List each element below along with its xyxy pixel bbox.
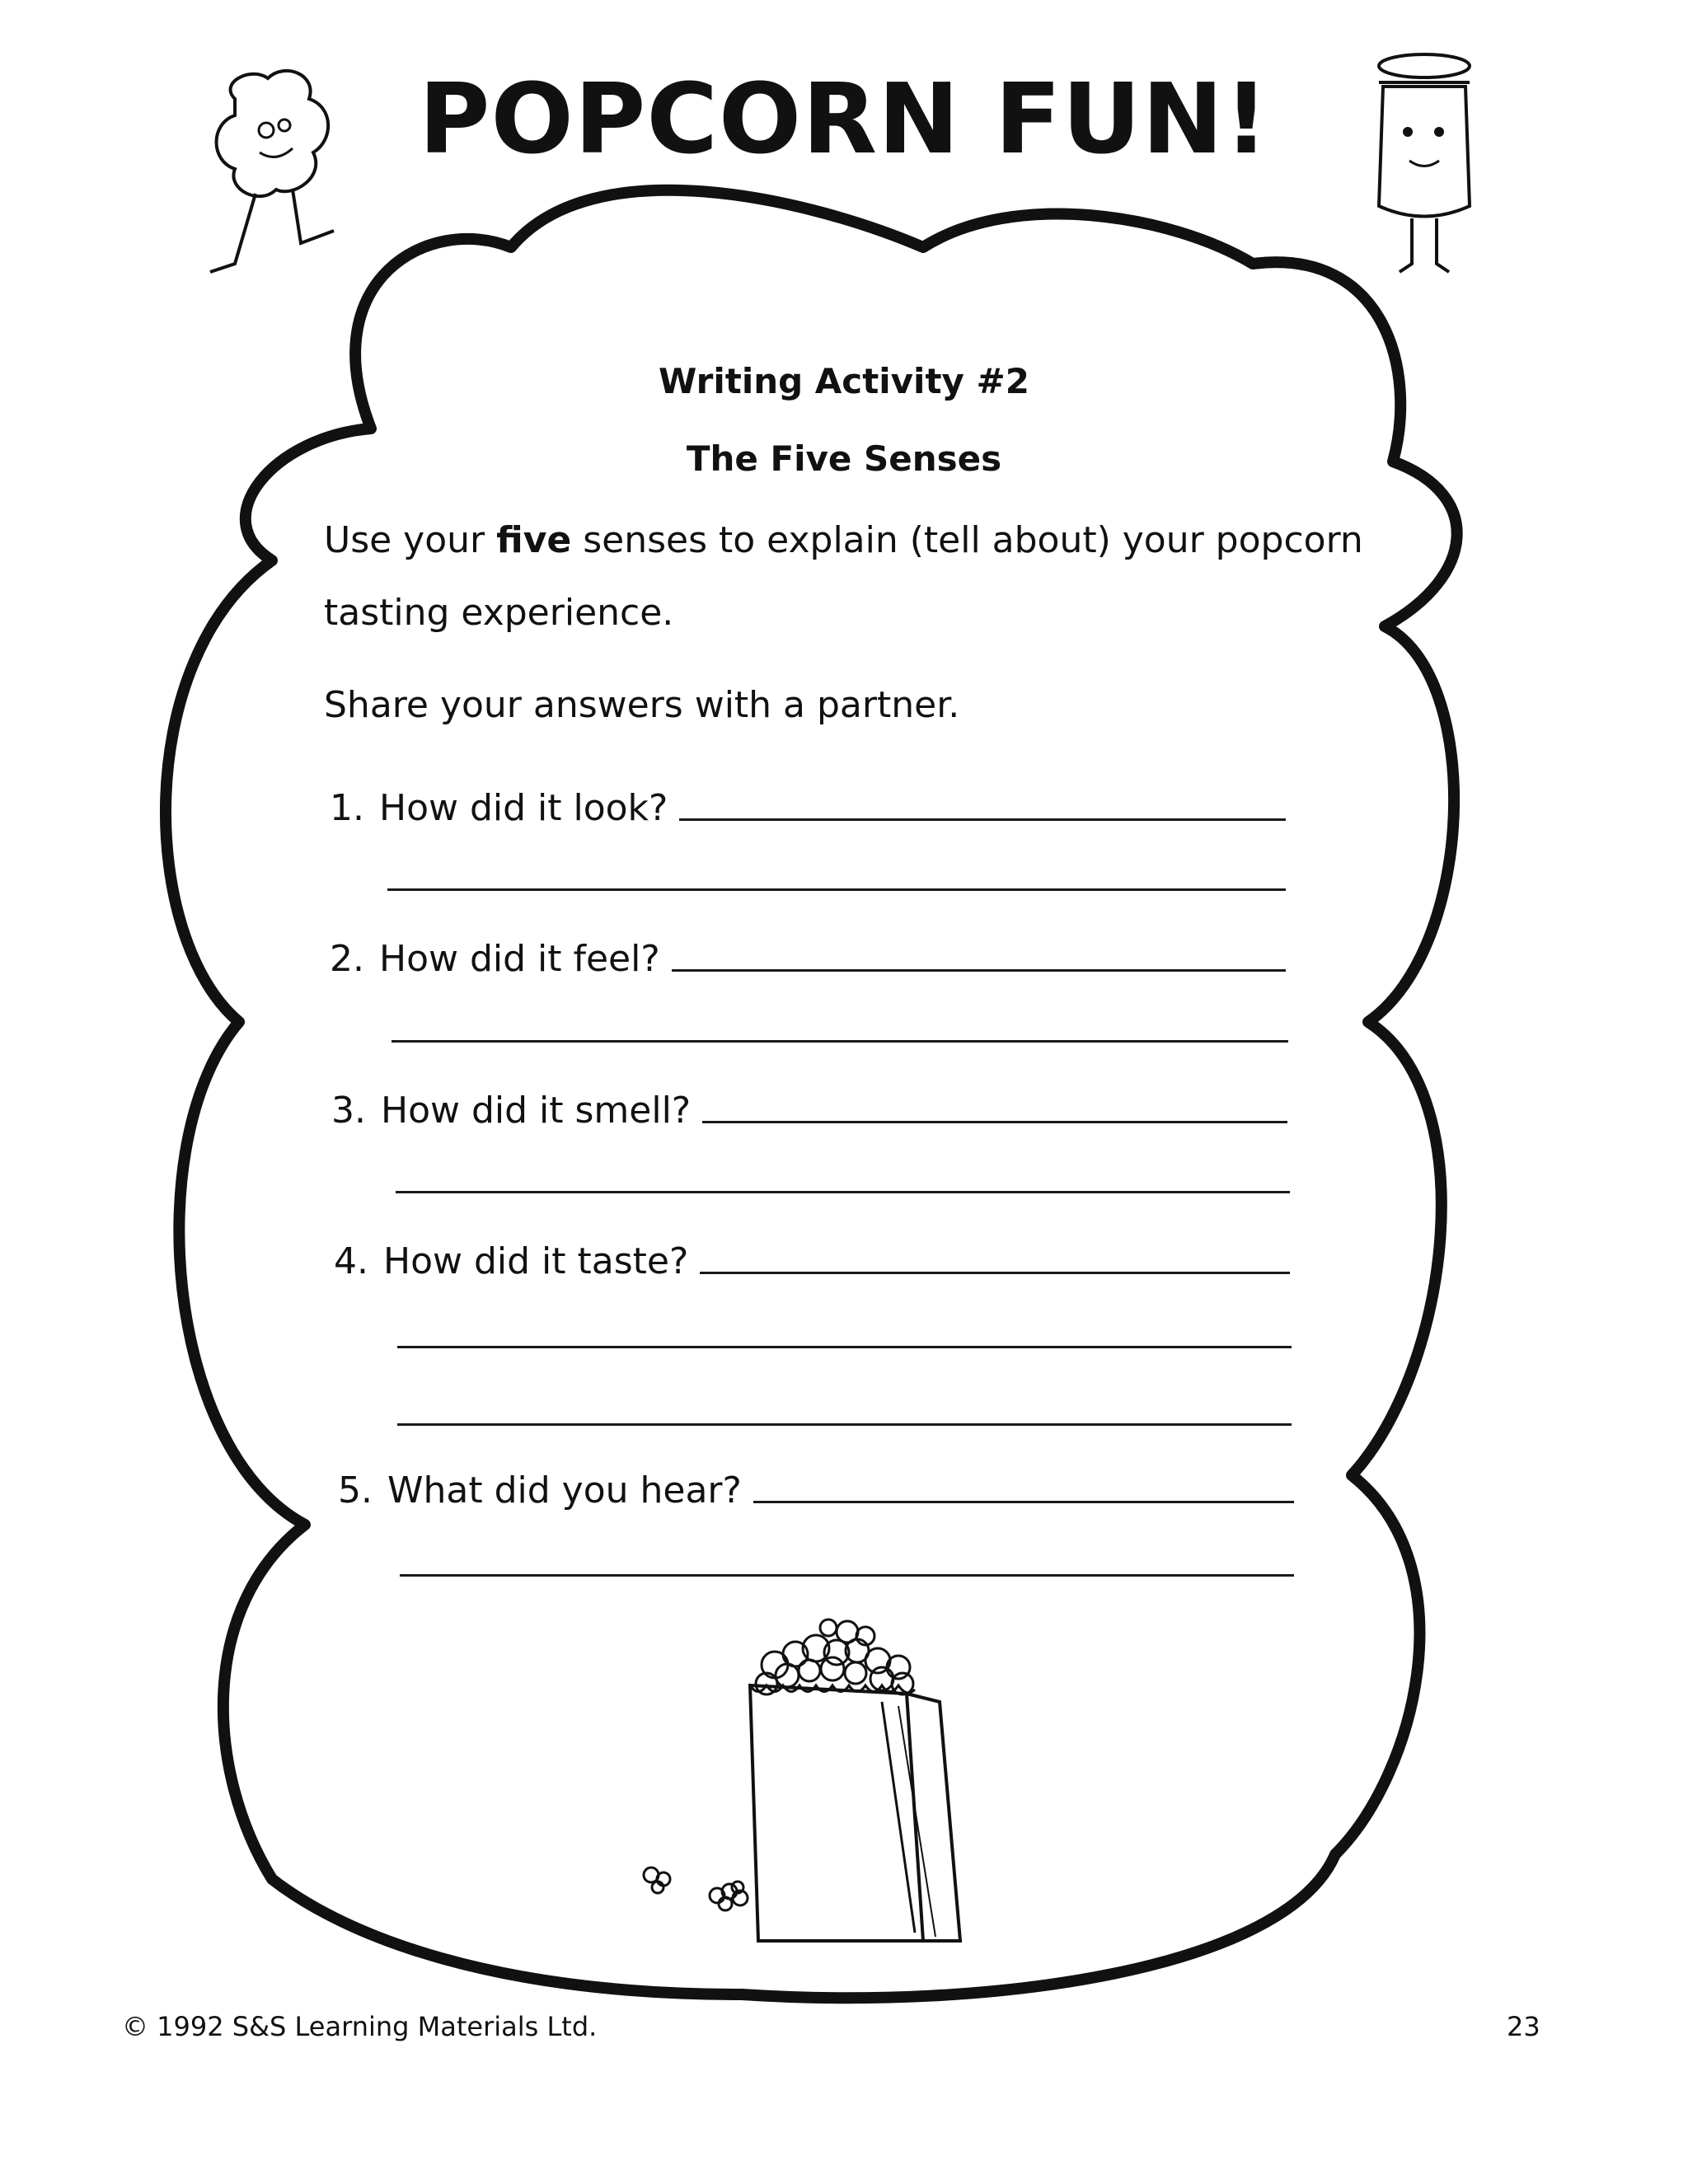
- answer-line[interactable]: [397, 1423, 1292, 1426]
- share-instruction: Share your answers with a partner.: [324, 684, 960, 726]
- popcorn-bag-icon: [635, 1603, 1014, 1957]
- answer-line[interactable]: [400, 1574, 1294, 1577]
- answer-line[interactable]: [672, 969, 1286, 972]
- question-text: How did it feel?: [378, 938, 660, 980]
- question-3: [331, 1090, 1287, 1132]
- answer-line[interactable]: [702, 1121, 1287, 1123]
- question-number: 3.: [331, 1090, 366, 1132]
- question-text: How did it taste?: [382, 1240, 689, 1282]
- question-4: [334, 1240, 1290, 1282]
- question-5: [338, 1469, 1294, 1511]
- answer-line[interactable]: [387, 888, 1286, 891]
- activity-heading: Writing Activity #2: [659, 361, 1029, 401]
- question-number: 2.: [330, 938, 364, 980]
- answer-line[interactable]: [397, 1346, 1292, 1348]
- question-text: What did you hear?: [387, 1469, 742, 1511]
- copyright-notice: © 1992 S&S Learning Materials Ltd.: [122, 2011, 598, 2042]
- question-number: 5.: [338, 1469, 373, 1511]
- activity-subheading: The Five Senses: [686, 438, 1002, 479]
- instructions-emphasis: five: [496, 519, 572, 561]
- question-text: How did it look?: [378, 787, 668, 829]
- question-2: [330, 938, 1286, 980]
- answer-line[interactable]: [679, 818, 1286, 821]
- question-number: 1.: [330, 787, 364, 829]
- answer-line[interactable]: [700, 1272, 1290, 1274]
- instructions-line-1: [324, 519, 1363, 561]
- question-number: 4.: [334, 1240, 368, 1282]
- page-number: 23: [1507, 2011, 1540, 2042]
- answer-line[interactable]: [392, 1040, 1288, 1043]
- instructions-text: Use your: [324, 519, 497, 561]
- answer-line[interactable]: [396, 1191, 1290, 1193]
- instructions-line-2: tasting experience.: [324, 592, 674, 634]
- page-title: POPCORN FUN!: [419, 62, 1269, 176]
- question-text: How did it smell?: [380, 1090, 692, 1132]
- instructions-text-continued: senses to explain (tell about) your popcorn: [571, 519, 1363, 561]
- question-1: [330, 787, 1286, 829]
- answer-line[interactable]: [753, 1501, 1294, 1503]
